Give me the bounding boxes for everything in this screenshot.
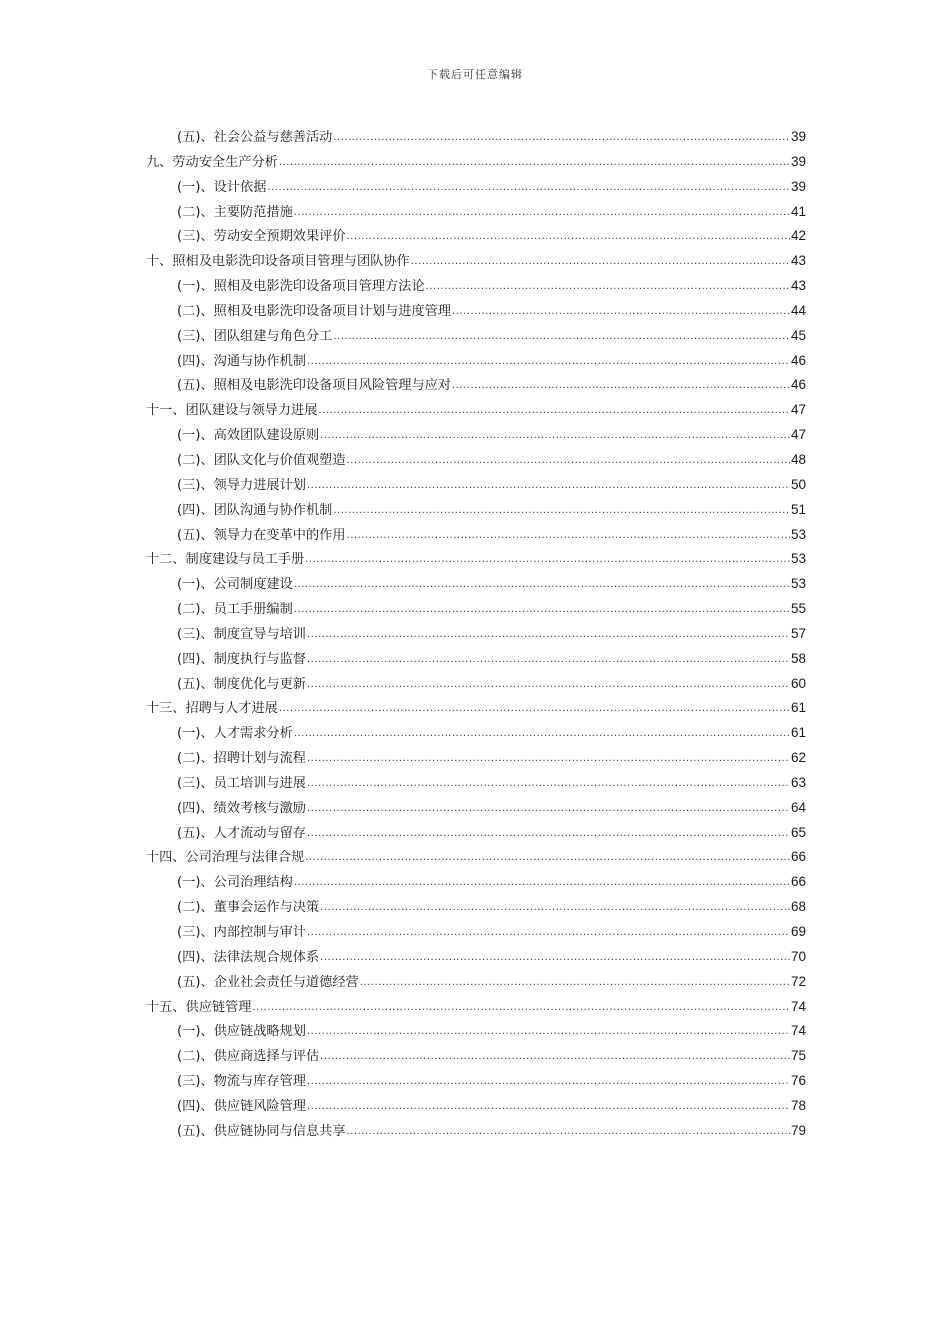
toc-entry-title: 九、劳动安全生产分析	[146, 154, 278, 170]
toc-entry-page-number: 64	[790, 799, 806, 815]
toc-entry-page-number: 50	[790, 476, 806, 492]
toc-entry-page-number: 44	[790, 302, 806, 318]
toc-entry-page-number: 55	[790, 601, 806, 617]
toc-dot-leader	[307, 772, 790, 797]
toc-entry-title: (一)、供应链战略规划	[177, 1024, 306, 1040]
toc-section-entry[interactable]	[146, 373, 806, 398]
toc-section-entry[interactable]	[146, 498, 806, 523]
toc-entry-page-number: 60	[790, 675, 806, 691]
toc-entry-title: (五)、人才流动与留存	[177, 825, 306, 841]
toc-section-entry[interactable]	[146, 572, 806, 597]
toc-dot-leader	[347, 449, 790, 474]
toc-entry-page-number: 61	[790, 725, 806, 741]
toc-entry-page-number: 47	[790, 402, 806, 418]
toc-dot-leader	[294, 598, 790, 623]
toc-entry-page-number: 53	[790, 551, 806, 567]
toc-entry-page-number: 61	[790, 700, 806, 716]
toc-dot-leader	[307, 673, 790, 698]
toc-dot-leader	[452, 374, 790, 399]
toc-section-entry[interactable]	[146, 1094, 806, 1119]
toc-section-entry[interactable]	[146, 870, 806, 895]
toc-dot-leader	[320, 1045, 790, 1070]
toc-entry-title: (四)、制度执行与监督	[177, 651, 306, 667]
toc-dot-leader	[307, 1095, 790, 1120]
toc-entry-title: (三)、制度宣导与培训	[177, 626, 306, 642]
toc-entry-page-number: 68	[790, 899, 806, 915]
toc-entry-page-number: 69	[790, 924, 806, 939]
toc-entry-title: (一)、设计依据	[177, 179, 267, 195]
toc-section-entry[interactable]	[146, 1119, 806, 1144]
toc-entry-page-number: 47	[790, 427, 806, 443]
toc-entry-title: (三)、物流与库存管理	[177, 1074, 306, 1090]
toc-section-entry[interactable]	[146, 721, 806, 746]
toc-entry-title: (四)、供应链风险管理	[177, 1098, 306, 1114]
toc-entry-page-number: 51	[790, 501, 806, 517]
toc-dot-leader	[411, 250, 790, 275]
toc-entry-page-number: 74	[790, 998, 806, 1014]
toc-entry-title: 十五、供应链管理	[146, 999, 252, 1015]
toc-entry-title: (五)、企业社会责任与道德经营	[177, 974, 359, 990]
toc-entry-title: (一)、公司治理结构	[177, 875, 293, 891]
toc-entry-page-number: 74	[790, 1023, 806, 1039]
toc-entry-page-number: 76	[790, 1073, 806, 1089]
toc-dot-leader	[294, 871, 790, 896]
toc-entry-title: (二)、招聘计划与流程	[177, 751, 306, 767]
toc-entry-page-number: 39	[790, 153, 806, 169]
toc-section-entry[interactable]	[146, 448, 806, 473]
toc-section-entry[interactable]	[146, 299, 806, 324]
toc-entry-title: (三)、内部控制与审计	[177, 925, 306, 940]
toc-entry-title: 十四、公司治理与法律合规	[146, 850, 305, 866]
toc-section-entry[interactable]	[146, 349, 806, 374]
toc-chapter-entry[interactable]	[146, 845, 806, 870]
toc-entry-page-number: 46	[790, 377, 806, 393]
toc-entry-page-number: 63	[790, 774, 806, 790]
toc-section-entry[interactable]	[146, 597, 806, 622]
toc-section-entry[interactable]	[146, 324, 806, 349]
toc-dot-leader	[305, 548, 790, 573]
toc-entry-page-number: 62	[790, 750, 806, 766]
toc-dot-leader	[333, 126, 790, 151]
toc-dot-leader	[320, 946, 790, 971]
toc-dot-leader	[318, 399, 790, 424]
toc-dot-leader	[307, 648, 790, 673]
toc-section-entry[interactable]	[146, 796, 806, 821]
toc-section-entry[interactable]	[146, 622, 806, 647]
toc-dot-leader	[294, 201, 790, 226]
toc-section-entry[interactable]	[146, 423, 806, 448]
toc-entry-title: (四)、绩效考核与激励	[177, 800, 306, 816]
toc-dot-leader	[452, 300, 790, 325]
toc-entry-title: 十一、团队建设与领导力进展	[146, 403, 318, 419]
toc-section-entry[interactable]	[146, 1069, 806, 1094]
toc-section-entry[interactable]	[146, 125, 806, 150]
toc-section-entry[interactable]	[146, 746, 806, 771]
toc-entry-page-number: 43	[790, 253, 806, 269]
toc-entry-page-number: 53	[790, 526, 806, 542]
toc-chapter-entry[interactable]	[146, 995, 806, 1020]
toc-entry-page-number: 39	[790, 178, 806, 194]
toc-dot-leader	[426, 275, 790, 300]
toc-dot-leader	[307, 797, 790, 822]
toc-entry-title: (二)、主要防范措施	[177, 204, 293, 220]
toc-section-entry[interactable]	[146, 523, 806, 548]
toc-section-entry[interactable]	[146, 821, 806, 846]
toc-entry-title: (二)、供应商选择与评估	[177, 1049, 320, 1065]
toc-entry-page-number: 58	[790, 650, 806, 666]
toc-entry-page-number: 43	[790, 278, 806, 294]
toc-entry-page-number: 42	[790, 228, 806, 244]
toc-entry-page-number: 41	[790, 203, 806, 219]
toc-chapter-entry[interactable]	[146, 398, 806, 423]
toc-chapter-entry[interactable]	[146, 696, 806, 721]
toc-dot-leader	[305, 846, 790, 871]
toc-dot-leader	[279, 697, 790, 722]
toc-entry-title: (五)、领导力在变革中的作用	[177, 527, 346, 543]
toc-entry-title: (二)、员工手册编制	[177, 602, 293, 618]
toc-dot-leader	[307, 747, 790, 772]
toc-dot-leader	[347, 225, 790, 250]
toc-entry-page-number: 70	[790, 948, 806, 964]
toc-dot-leader	[253, 996, 790, 1021]
toc-entry-title: (三)、劳动安全预期效果评价	[177, 229, 346, 245]
toc-section-entry[interactable]	[146, 647, 806, 672]
toc-entry-title: (五)、照相及电影洗印设备项目风险管理与应对	[177, 378, 452, 394]
toc-section-entry[interactable]	[146, 895, 806, 920]
page-header: 下载后可任意编辑	[427, 68, 523, 81]
toc-section-entry[interactable]	[146, 1019, 806, 1044]
toc-dot-leader	[307, 1070, 790, 1095]
toc-entry-title: (四)、法律法规合规体系	[177, 949, 320, 965]
toc-section-entry[interactable]	[146, 224, 806, 249]
toc-entry-page-number: 57	[790, 625, 806, 641]
toc-entry-page-number: 53	[790, 576, 806, 592]
toc-dot-leader	[294, 573, 790, 598]
toc-dot-leader	[347, 524, 790, 549]
toc-chapter-entry[interactable]	[146, 547, 806, 572]
toc-entry-title: (五)、供应链协同与信息共享	[177, 1123, 346, 1139]
toc-dot-leader	[307, 921, 790, 946]
toc-section-entry[interactable]	[146, 200, 806, 225]
toc-entry-title: (五)、制度优化与更新	[177, 676, 306, 692]
toc-entry-title: (二)、董事会运作与决策	[177, 900, 320, 916]
toc-dot-leader	[307, 350, 790, 375]
toc-entry-page-number: 45	[790, 327, 806, 343]
toc-section-entry[interactable]	[146, 175, 806, 200]
toc-chapter-entry[interactable]	[146, 150, 806, 175]
toc-entry-title: (一)、照相及电影洗印设备项目管理方法论	[177, 279, 425, 295]
toc-dot-leader	[347, 1120, 790, 1145]
toc-dot-leader	[294, 722, 790, 747]
toc-entry-page-number: 75	[790, 1048, 806, 1064]
toc-dot-leader	[333, 325, 790, 350]
toc-dot-leader	[267, 176, 790, 201]
toc-entry-page-number: 46	[790, 352, 806, 368]
toc-entry-title: 十三、招聘与人才进展	[146, 701, 278, 717]
toc-entry-title: (四)、团队沟通与协作机制	[177, 502, 333, 518]
toc-entry-page-number: 65	[790, 824, 806, 840]
toc-entry-page-number: 66	[790, 849, 806, 865]
toc-entry-page-number: 39	[790, 129, 806, 144]
toc-section-entry[interactable]	[146, 920, 806, 945]
toc-dot-leader	[360, 971, 790, 996]
toc-entry-page-number: 66	[790, 874, 806, 890]
toc-dot-leader	[307, 474, 790, 499]
toc-section-entry[interactable]	[146, 970, 806, 995]
toc-entry-page-number: 79	[790, 1122, 806, 1138]
toc-entry-page-number: 48	[790, 451, 806, 467]
toc-dot-leader	[279, 151, 790, 176]
toc-section-entry[interactable]	[146, 771, 806, 796]
toc-entry-title: (三)、团队组建与角色分工	[177, 328, 333, 344]
toc-entry-page-number: 78	[790, 1097, 806, 1113]
toc-entry-title: (四)、沟通与协作机制	[177, 353, 306, 369]
toc-chapter-entry[interactable]	[146, 249, 806, 274]
toc-dot-leader	[307, 822, 790, 847]
toc-entry-title: (一)、公司制度建设	[177, 577, 293, 593]
toc-entry-title: (二)、团队文化与价值观塑造	[177, 452, 346, 468]
toc-section-entry[interactable]	[146, 1044, 806, 1069]
toc-entry-title: 十、照相及电影洗印设备项目管理与团队协作	[146, 254, 410, 270]
toc-section-entry[interactable]	[146, 945, 806, 970]
toc-dot-leader	[333, 499, 790, 524]
toc-dot-leader	[320, 424, 790, 449]
toc-dot-leader	[320, 896, 790, 921]
toc-dot-leader	[307, 623, 790, 648]
toc-entry-title: (二)、照相及电影洗印设备项目计划与进度管理	[177, 303, 452, 319]
toc-entry-title: (三)、员工培训与进展	[177, 775, 306, 791]
toc-entry-title: (一)、人才需求分析	[177, 726, 293, 742]
toc-section-entry[interactable]	[146, 672, 806, 697]
toc-entry-title: (五)、社会公益与慈善活动	[177, 130, 333, 145]
table-of-contents	[146, 125, 806, 1144]
toc-section-entry[interactable]	[146, 274, 806, 299]
toc-dot-leader	[307, 1020, 790, 1045]
toc-entry-page-number: 72	[790, 973, 806, 989]
toc-entry-title: 十二、制度建设与员工手册	[146, 552, 305, 568]
toc-entry-title: (三)、领导力进展计划	[177, 477, 306, 493]
toc-section-entry[interactable]	[146, 473, 806, 498]
toc-entry-title: (一)、高效团队建设原则	[177, 428, 320, 444]
